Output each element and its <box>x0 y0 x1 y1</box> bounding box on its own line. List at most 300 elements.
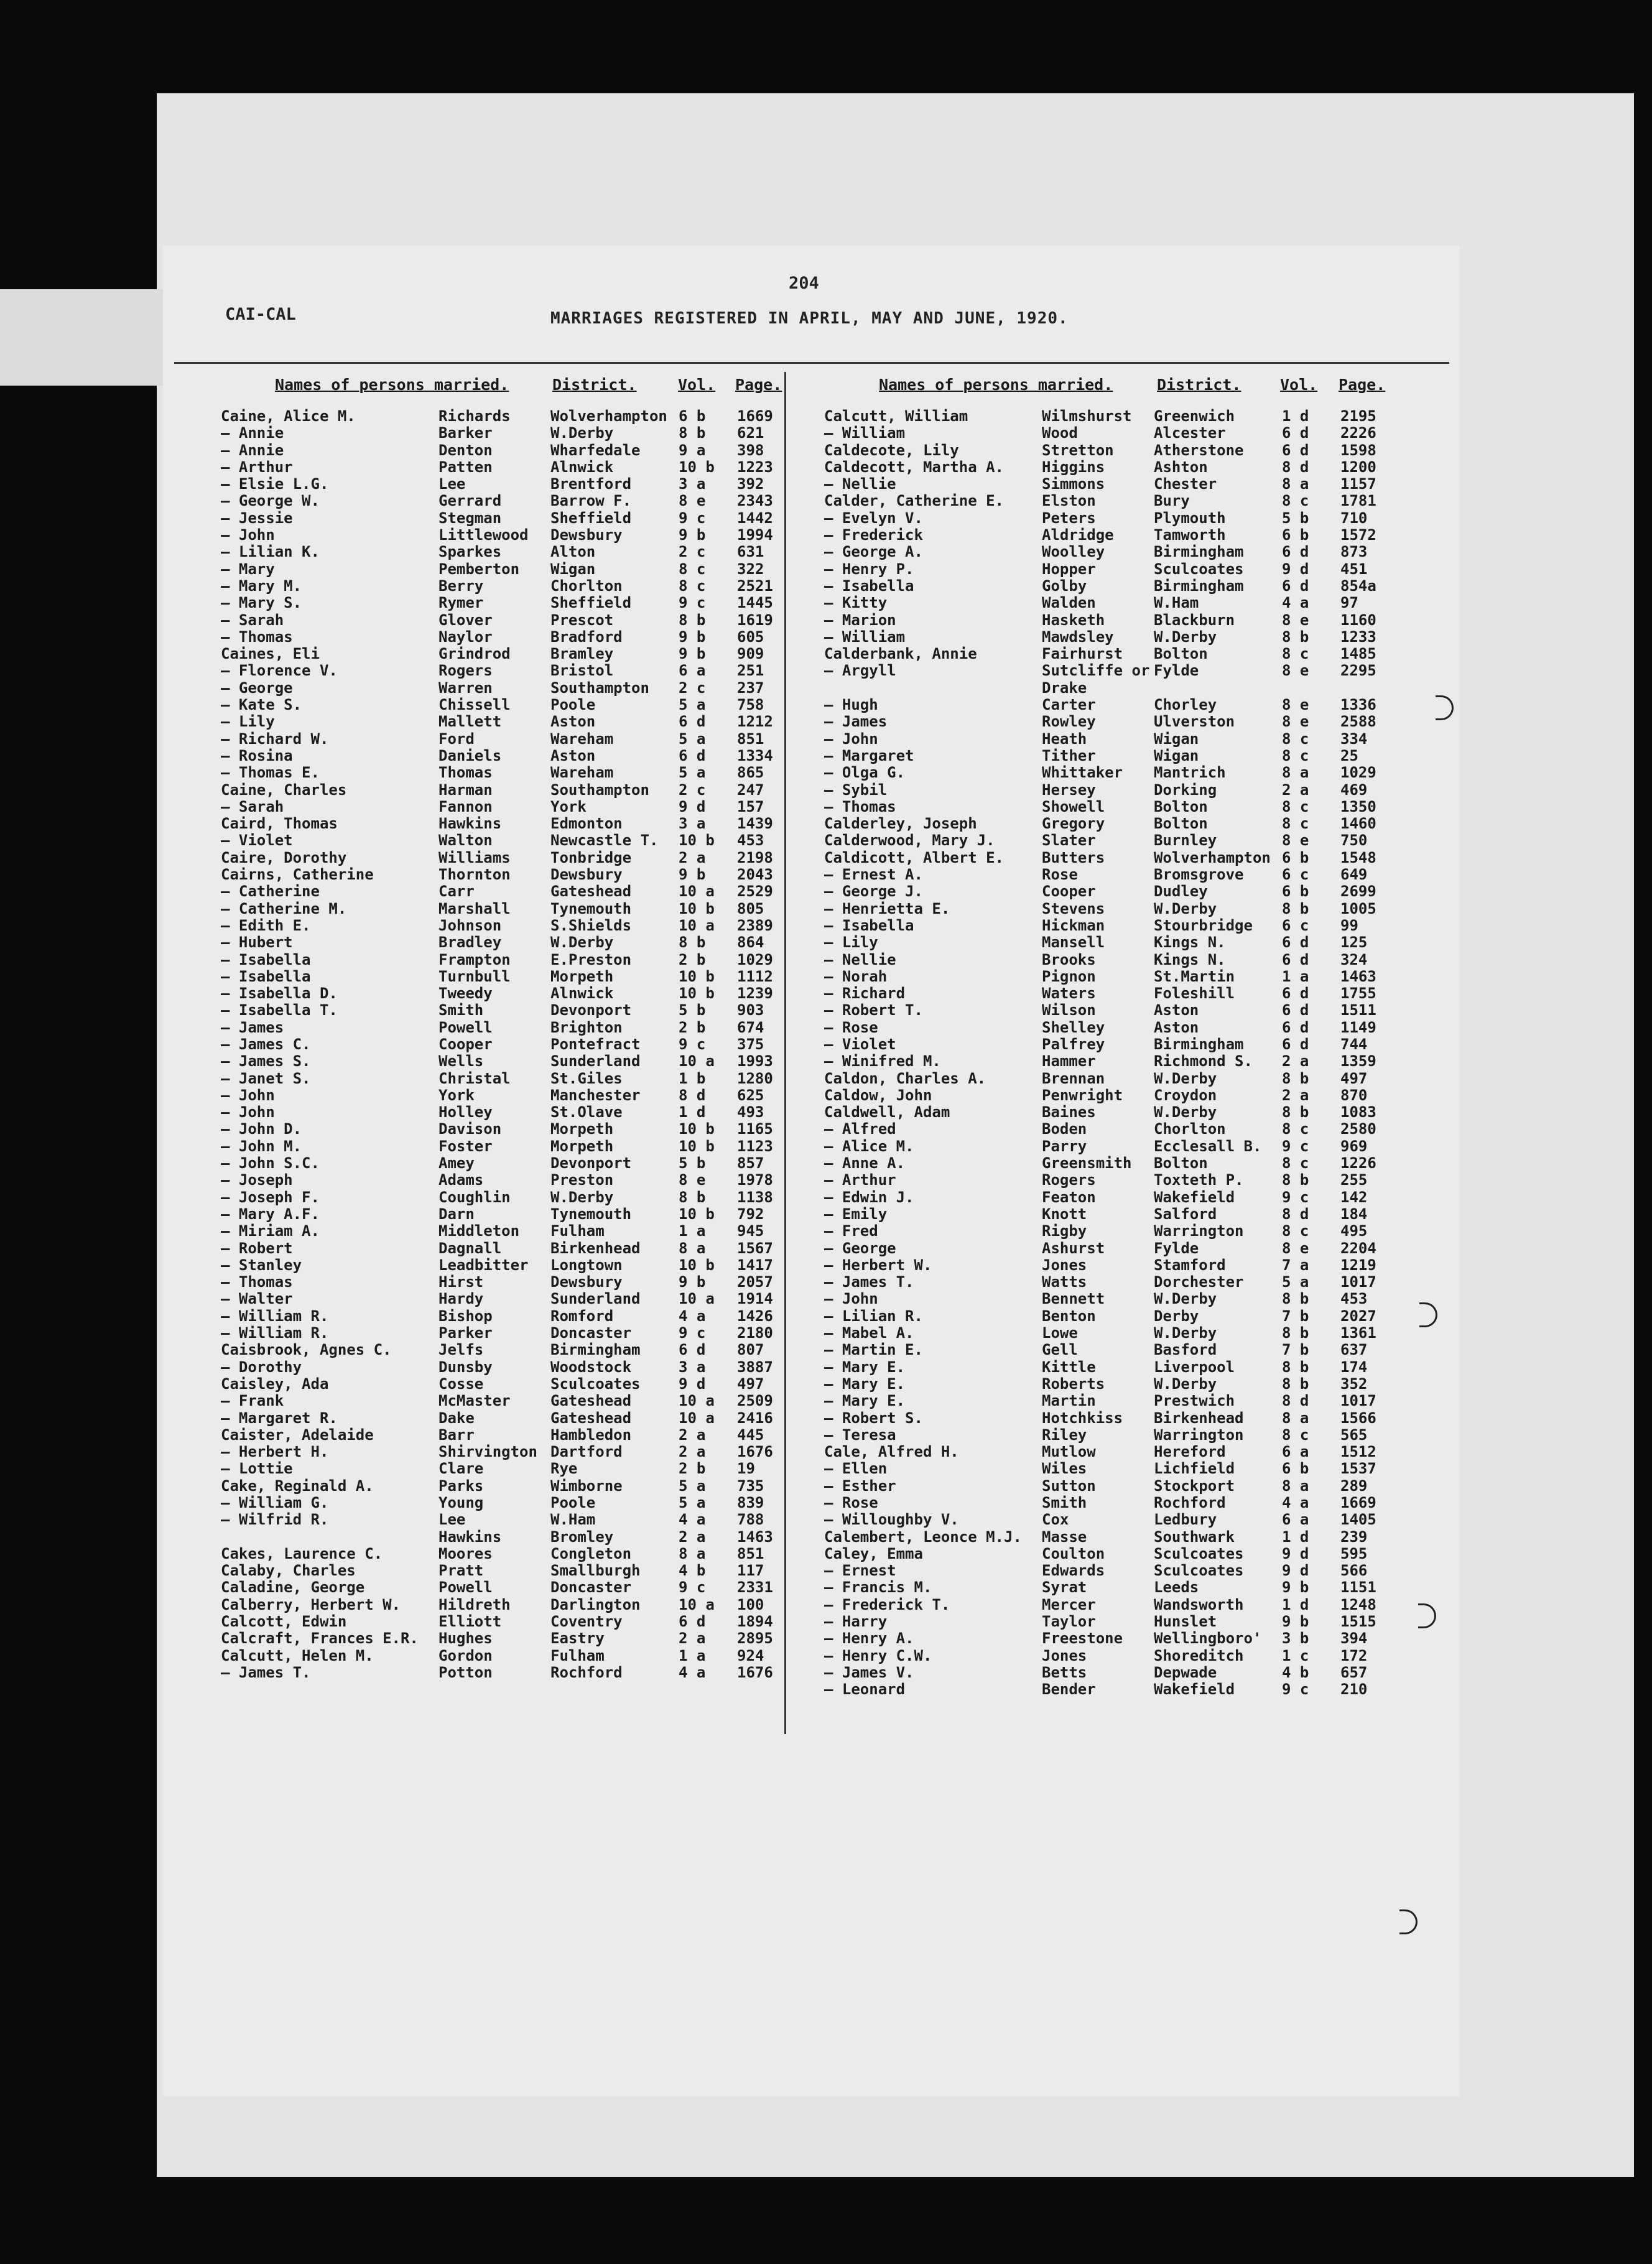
entry-page: 637 <box>1340 1341 1368 1359</box>
entry-spouse-surname: Kittle <box>1042 1358 1096 1376</box>
entry-volume: 5 a <box>679 1494 706 1511</box>
entry-spouse-surname: Hammer <box>1042 1052 1096 1070</box>
entry-volume: 8 b <box>679 424 706 442</box>
entry-spouse-surname: Higgins <box>1042 458 1105 476</box>
entry-district: Alnwick <box>550 458 614 476</box>
entry-name: Cakes, Laurence C. <box>221 1544 383 1562</box>
entry-spouse-surname: Patten <box>439 458 493 476</box>
entry-volume: 6 d <box>1282 543 1309 561</box>
entry-spouse-surname: Chissell <box>439 696 511 714</box>
entry-district: Sculcoates <box>1154 1544 1244 1562</box>
entry-district: Gateshead <box>550 1409 632 1427</box>
entry-name: — Annie <box>221 441 284 459</box>
entry-name: — Robert T. <box>824 1001 923 1019</box>
entry-page: 184 <box>1340 1205 1368 1223</box>
entry-page: 1994 <box>737 526 773 544</box>
entry-spouse-surname: Showell <box>1042 797 1105 815</box>
entry-page: 621 <box>737 424 764 442</box>
entry-name: — Henry P. <box>824 560 914 578</box>
entry-district: Dewsbury <box>550 1273 623 1291</box>
entry-district: W.Derby <box>1154 1069 1217 1087</box>
entry-spouse-surname: Hickman <box>1042 916 1105 934</box>
entry-district: York <box>550 797 587 815</box>
entry-name: — Annie <box>221 424 284 442</box>
entry-name: — Frederick <box>824 526 923 544</box>
entry-spouse-surname: Hirst <box>439 1273 484 1291</box>
entry-page: 851 <box>737 730 764 748</box>
entry-page: 657 <box>1340 1663 1368 1681</box>
entry-district: Fulham <box>550 1222 605 1240</box>
entry-spouse-surname: Sutton <box>1042 1477 1096 1495</box>
entry-name: — Mary A.F. <box>221 1205 320 1223</box>
entry-volume: 9 b <box>679 645 706 663</box>
entry-page: 1212 <box>737 713 773 731</box>
entry-page: 2521 <box>737 577 773 595</box>
entry-spouse-surname: Jones <box>1042 1256 1087 1274</box>
entry-spouse-surname: Middleton <box>439 1222 520 1240</box>
entry-district: Wimborne <box>550 1477 623 1495</box>
entry-spouse-surname: Featon <box>1042 1188 1096 1206</box>
entry-volume: 5 a <box>679 1477 706 1495</box>
entry-volume: 8 d <box>1282 458 1309 476</box>
entry-district: Aston <box>1154 1018 1199 1036</box>
entry-page: 1239 <box>737 985 773 1003</box>
entry-volume: 8 d <box>679 1086 706 1104</box>
entry-page: 710 <box>1340 509 1368 527</box>
entry-volume: 4 a <box>679 1307 706 1325</box>
entry-page: 674 <box>737 1018 764 1036</box>
entry-district: Ashton <box>1154 458 1208 476</box>
entry-spouse-surname: Simmons <box>1042 475 1105 493</box>
entry-page: 1005 <box>1340 899 1376 917</box>
entry-spouse-surname: Richards <box>439 407 511 425</box>
entry-district: Depwade <box>1154 1663 1217 1681</box>
entry-volume: 8 e <box>1282 832 1309 850</box>
entry-name: — George <box>824 1239 896 1257</box>
entry-district: Bromley <box>550 1528 614 1546</box>
entry-volume: 8 b <box>1282 1069 1309 1087</box>
entry-spouse-surname: Mansell <box>1042 934 1105 952</box>
entry-district: Atherstone <box>1154 441 1244 459</box>
entry-volume: 10 a <box>679 916 715 934</box>
entry-spouse-surname: Fannon <box>439 797 493 815</box>
entry-name: — Wilfrid R. <box>221 1511 329 1529</box>
entry-volume: 7 a <box>1282 1256 1309 1274</box>
entry-spouse-surname: Taylor <box>1042 1613 1096 1631</box>
entry-district: Derby <box>1154 1307 1199 1325</box>
entry-name: — Kate S. <box>221 696 302 714</box>
entry-volume: 6 d <box>1282 985 1309 1003</box>
entry-page: 375 <box>737 1035 764 1053</box>
entry-page: 1029 <box>1340 764 1376 782</box>
entry-page: 1017 <box>1340 1273 1376 1291</box>
entry-name: — Robert S. <box>824 1409 923 1427</box>
entry-name: — William <box>824 628 906 646</box>
entry-page: 2895 <box>737 1630 773 1648</box>
left-header-names: Names of persons married. <box>275 376 509 394</box>
entry-name: — Nellie <box>824 950 896 968</box>
entry-page: 239 <box>1340 1528 1368 1546</box>
entry-volume: 3 a <box>679 475 706 493</box>
entry-page: 631 <box>737 543 764 561</box>
entry-page: 251 <box>737 662 764 680</box>
entry-district: W.Derby <box>1154 1290 1217 1308</box>
entry-page: 322 <box>737 560 764 578</box>
entry-volume: 3 b <box>1282 1630 1309 1648</box>
entry-name: — Richard <box>824 985 906 1003</box>
entry-spouse-surname: Brennan <box>1042 1069 1105 1087</box>
entry-name: — James V. <box>824 1663 914 1681</box>
entry-spouse-surname: Naylor <box>439 628 493 646</box>
entry-page: 2198 <box>737 848 773 866</box>
entry-name: — Hugh <box>824 696 878 714</box>
entry-district: W.Derby <box>550 424 614 442</box>
entry-spouse-surname: Pemberton <box>439 560 520 578</box>
entry-name: Caines, Eli <box>221 645 320 663</box>
entry-district: Rochford <box>550 1663 623 1681</box>
entry-district: Dewsbury <box>550 526 623 544</box>
entry-volume: 8 e <box>1282 713 1309 731</box>
entry-page: 1160 <box>1340 611 1376 629</box>
entry-name: — Frank <box>221 1392 284 1410</box>
entry-volume: 6 d <box>679 1613 706 1631</box>
entry-page: 99 <box>1340 916 1358 934</box>
entry-page: 117 <box>737 1562 764 1580</box>
entry-name: — Anne A. <box>824 1154 906 1172</box>
entry-spouse-surname: Dunsby <box>439 1358 493 1376</box>
entry-volume: 8 b <box>1282 1103 1309 1121</box>
entry-volume: 8 c <box>1282 746 1309 764</box>
entry-volume: 2 c <box>679 781 706 799</box>
entry-spouse-surname: Clare <box>439 1460 484 1478</box>
entry-page: 903 <box>737 1001 764 1019</box>
entry-district: St.Olave <box>550 1103 623 1121</box>
entry-volume: 8 a <box>679 1544 706 1562</box>
entry-spouse-surname: Turnbull <box>439 967 511 985</box>
entry-district: Doncaster <box>550 1324 632 1342</box>
entry-spouse-surname: Berry <box>439 577 484 595</box>
right-header-names: Names of persons married. <box>879 376 1113 394</box>
entry-district: W.Derby <box>1154 628 1217 646</box>
entry-page: 595 <box>1340 1544 1368 1562</box>
entry-volume: 2 b <box>679 1460 706 1478</box>
entry-volume: 1 a <box>679 1222 706 1240</box>
entry-name: — Sarah <box>221 611 284 629</box>
entry-page: 1485 <box>1340 645 1376 663</box>
entry-name: — Argyll <box>824 662 896 680</box>
entry-page: 851 <box>737 1544 764 1562</box>
entry-page: 566 <box>1340 1562 1368 1580</box>
entry-district: Birmingham <box>550 1341 641 1359</box>
entry-district: Stamford <box>1154 1256 1226 1274</box>
entry-district: Fulham <box>550 1646 605 1664</box>
entry-spouse-surname: Wood <box>1042 424 1078 442</box>
entry-name: — John S.C. <box>221 1154 320 1172</box>
entry-district: Wareham <box>550 730 614 748</box>
left-header-page: Page. <box>735 376 782 394</box>
entry-volume: 6 a <box>679 662 706 680</box>
entry-volume: 1 d <box>1282 1528 1309 1546</box>
entry-name: Calderwood, Mary J. <box>824 832 995 850</box>
entry-volume: 9 d <box>1282 560 1309 578</box>
entry-district: St.Martin <box>1154 967 1235 985</box>
entry-district: Romford <box>550 1307 614 1325</box>
entry-page: 924 <box>737 1646 764 1664</box>
entry-district: Salford <box>1154 1205 1217 1223</box>
entry-page: 870 <box>1340 1086 1368 1104</box>
entry-name: — George <box>221 679 293 697</box>
entry-district: Birmingham <box>1154 543 1244 561</box>
entry-volume: 8 d <box>1282 1392 1309 1410</box>
entry-volume: 6 d <box>1282 577 1309 595</box>
entry-page: 1676 <box>737 1663 773 1681</box>
entry-district: Doncaster <box>550 1579 632 1597</box>
entry-spouse-surname: Holley <box>439 1103 493 1121</box>
entry-page: 495 <box>1340 1222 1368 1240</box>
entry-volume: 8 a <box>1282 764 1309 782</box>
entry-spouse-surname: Penwright <box>1042 1086 1123 1104</box>
entry-page: 969 <box>1340 1137 1368 1155</box>
entry-district: Sculcoates <box>1154 1562 1244 1580</box>
entry-volume: 9 c <box>1282 1681 1309 1699</box>
entry-volume: 8 a <box>1282 1409 1309 1427</box>
entry-page: 453 <box>737 832 764 850</box>
entry-district: Kings N. <box>1154 934 1226 952</box>
entry-district: Fylde <box>1154 662 1199 680</box>
entry-district: Smallburgh <box>550 1562 641 1580</box>
entry-page: 1426 <box>737 1307 773 1325</box>
entry-name: — Richard W. <box>221 730 329 748</box>
entry-district: Dorking <box>1154 781 1217 799</box>
entry-volume: 5 a <box>679 764 706 782</box>
entry-page: 1566 <box>1340 1409 1376 1427</box>
entry-spouse-surname: Golby <box>1042 577 1087 595</box>
entry-spouse-surname: Denton <box>439 441 493 459</box>
entry-district: W.Derby <box>1154 1324 1217 1342</box>
entry-spouse-surname: Potton <box>439 1663 493 1681</box>
entry-name: — Margaret R. <box>221 1409 338 1427</box>
entry-volume: 2 a <box>679 848 706 866</box>
entry-district: Chorley <box>1154 696 1217 714</box>
entry-name: Caire, Dorothy <box>221 848 347 866</box>
entry-volume: 8 a <box>1282 475 1309 493</box>
entry-district: Bramley <box>550 645 614 663</box>
entry-spouse-surname: Hardy <box>439 1290 484 1308</box>
entry-name: — Stanley <box>221 1256 302 1274</box>
entry-page: 1572 <box>1340 526 1376 544</box>
entry-district: Southwark <box>1154 1528 1235 1546</box>
entry-page: 1676 <box>737 1443 773 1461</box>
entry-spouse-surname: Rymer <box>439 594 484 612</box>
entry-volume: 4 a <box>1282 594 1309 612</box>
entry-district: Rochford <box>1154 1494 1226 1511</box>
entry-name: — Isabella <box>221 967 311 985</box>
entry-volume: 9 c <box>679 509 706 527</box>
entry-district: Wigan <box>1154 730 1199 748</box>
entry-name: — Olga G. <box>824 764 906 782</box>
entry-name: Calderley, Joseph <box>824 815 977 833</box>
entry-spouse-surname: Rogers <box>1042 1171 1096 1189</box>
entry-spouse-surname: Gordon <box>439 1646 493 1664</box>
entry-page: 1157 <box>1340 475 1376 493</box>
entry-district: Stockport <box>1154 1477 1235 1495</box>
entry-spouse-surname: Powell <box>439 1579 493 1597</box>
entry-name: Caldecott, Martha A. <box>824 458 1004 476</box>
entry-district: Sunderland <box>550 1052 641 1070</box>
entry-spouse-surname: Stegman <box>439 509 502 527</box>
entry-name: Cale, Alfred H. <box>824 1443 959 1461</box>
right-header-vol: Vol. <box>1280 376 1318 394</box>
entry-district: Ulverston <box>1154 713 1235 731</box>
entry-spouse-surname: Young <box>439 1494 484 1511</box>
entry-district: Kings N. <box>1154 950 1226 968</box>
entry-volume: 6 c <box>1282 866 1309 884</box>
entry-district: Dorchester <box>1154 1273 1244 1291</box>
entry-spouse-surname: Powell <box>439 1018 493 1036</box>
entry-spouse-surname: Darn <box>439 1205 475 1223</box>
entry-name: — Isabella T. <box>221 1001 338 1019</box>
entry-name: — George J. <box>824 883 923 901</box>
entry-spouse-surname: Ford <box>439 730 475 748</box>
entry-page: 1138 <box>737 1188 773 1206</box>
entry-spouse-surname: Brooks <box>1042 950 1096 968</box>
entry-district: Birkenhead <box>1154 1409 1244 1427</box>
entry-volume: 4 b <box>1282 1663 1309 1681</box>
entry-name: — John D. <box>221 1120 302 1138</box>
entry-name: — Sarah <box>221 797 284 815</box>
entry-name: — Henry C.W. <box>824 1646 932 1664</box>
entry-page: 237 <box>737 679 764 697</box>
entry-volume: 6 d <box>1282 1018 1309 1036</box>
entry-page: 2343 <box>737 492 773 510</box>
entry-spouse-surname: Bennett <box>1042 1290 1105 1308</box>
entry-district: Mantrich <box>1154 764 1226 782</box>
entry-page: 1017 <box>1340 1392 1376 1410</box>
entry-spouse-surname: Mutlow <box>1042 1443 1096 1461</box>
left-header-district: District. <box>552 376 637 394</box>
entry-name: — Arthur <box>221 458 293 476</box>
paper-slip <box>0 289 180 386</box>
entry-district: Alcester <box>1154 424 1226 442</box>
entry-volume: 6 d <box>1282 424 1309 442</box>
entry-page: 2416 <box>737 1409 773 1427</box>
entry-page: 1405 <box>1340 1511 1376 1529</box>
entry-name: — Lily <box>824 934 878 952</box>
entry-name: Caldicott, Albert E. <box>824 848 1004 866</box>
entry-spouse-surname: Drake <box>1042 679 1087 697</box>
entry-volume: 10 b <box>679 899 715 917</box>
entry-page: 1894 <box>737 1613 773 1631</box>
entry-spouse-surname: Fairhurst <box>1042 645 1123 663</box>
entry-volume: 4 a <box>679 1511 706 1529</box>
entry-spouse-surname: Woolley <box>1042 543 1105 561</box>
entry-spouse-surname: Thornton <box>439 866 511 884</box>
entry-district: Poole <box>550 696 596 714</box>
entry-page: 2529 <box>737 883 773 901</box>
entry-volume: 9 c <box>1282 1137 1309 1155</box>
entry-name: — James <box>221 1018 284 1036</box>
entry-volume: 5 b <box>679 1154 706 1172</box>
entry-district: W.Derby <box>550 934 614 952</box>
entry-district: Sheffield <box>550 594 632 612</box>
entry-name: — Esther <box>824 1477 896 1495</box>
entry-name: — George W. <box>221 492 320 510</box>
entry-volume: 1 d <box>1282 407 1309 425</box>
entry-name: — Walter <box>221 1290 293 1308</box>
entry-page: 909 <box>737 645 764 663</box>
entry-district: St.Giles <box>550 1069 623 1087</box>
entry-volume: 6 d <box>1282 1001 1309 1019</box>
entry-volume: 10 b <box>679 1256 715 1274</box>
entry-page: 2389 <box>737 916 773 934</box>
entry-name: — John <box>824 1290 878 1308</box>
entry-page: 2057 <box>737 1273 773 1291</box>
entry-page: 125 <box>1340 934 1368 952</box>
entry-spouse-surname: Cox <box>1042 1511 1069 1529</box>
entry-district: W.Derby <box>550 1188 614 1206</box>
entry-spouse-surname: Lee <box>439 1511 466 1529</box>
page-number: 204 <box>789 274 819 293</box>
entry-volume: 8 c <box>1282 1154 1309 1172</box>
entry-volume: 2 a <box>679 1426 706 1444</box>
right-header-page: Page. <box>1339 376 1386 394</box>
entry-volume: 9 a <box>679 441 706 459</box>
entry-volume: 6 a <box>1282 1443 1309 1461</box>
entry-volume: 8 b <box>1282 628 1309 646</box>
entry-name: — Violet <box>824 1035 896 1053</box>
entry-spouse-surname: Butters <box>1042 848 1105 866</box>
entry-district: Gateshead <box>550 883 632 901</box>
entry-page: 2509 <box>737 1392 773 1410</box>
entry-spouse-surname: Waters <box>1042 985 1096 1003</box>
entry-district: Wigan <box>1154 746 1199 764</box>
entry-spouse-surname: Amey <box>439 1154 475 1172</box>
entry-district: Longtown <box>550 1256 623 1274</box>
entry-spouse-surname: Jelfs <box>439 1341 484 1359</box>
entry-volume: 9 d <box>1282 1562 1309 1580</box>
entry-page: 758 <box>737 696 764 714</box>
entry-volume: 8 d <box>1282 1205 1309 1223</box>
entry-page: 744 <box>1340 1035 1368 1053</box>
entry-volume: 6 b <box>1282 526 1309 544</box>
entry-page: 1755 <box>1340 985 1376 1003</box>
entry-page: 1781 <box>1340 492 1376 510</box>
entry-volume: 8 b <box>1282 1171 1309 1189</box>
entry-name: — Isabella <box>824 577 914 595</box>
entry-name: — Martin E. <box>824 1341 923 1359</box>
entry-name: — Ernest <box>824 1562 896 1580</box>
entry-name: — Lilian K. <box>221 543 320 561</box>
entry-district: Foleshill <box>1154 985 1235 1003</box>
entry-name: Caine, Charles <box>221 781 347 799</box>
entry-name: — Isabella <box>824 916 914 934</box>
entry-volume: 6 b <box>679 407 706 425</box>
entry-volume: 8 b <box>679 1188 706 1206</box>
entry-volume: 2 c <box>679 679 706 697</box>
entry-spouse-surname: Marshall <box>439 899 511 917</box>
entry-district: Tonbridge <box>550 848 632 866</box>
entry-spouse-surname: Harman <box>439 781 493 799</box>
entry-volume: 8 c <box>679 577 706 595</box>
entry-name: — Dorothy <box>221 1358 302 1376</box>
entry-name: — Herbert W. <box>824 1256 932 1274</box>
entry-spouse-surname: Williams <box>439 848 511 866</box>
entry-spouse-surname: Hawkins <box>439 815 502 833</box>
entry-name: — William G. <box>221 1494 329 1511</box>
entry-district: Dartford <box>550 1443 623 1461</box>
entry-volume: 5 a <box>679 730 706 748</box>
entry-district: Prestwich <box>1154 1392 1235 1410</box>
